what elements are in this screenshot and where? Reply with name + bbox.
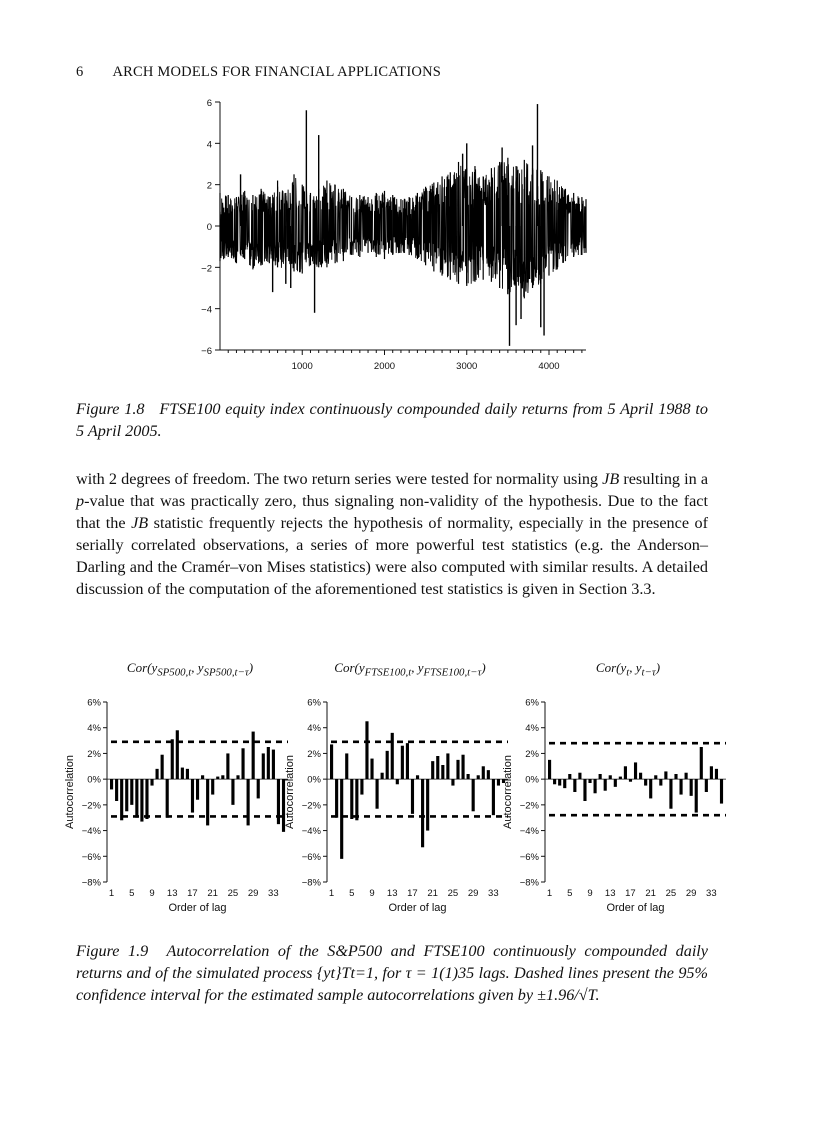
- y-tick-label: 4%: [307, 723, 321, 735]
- figure-1-9-caption-math: {yt}Tt=1: [316, 964, 374, 982]
- acf-bar: [247, 779, 250, 825]
- acf-bar: [695, 779, 698, 812]
- x-tick-label: 1: [108, 888, 115, 899]
- p-variable: p: [76, 492, 85, 510]
- acf-bar: [715, 769, 718, 779]
- acf-bar: [267, 747, 270, 779]
- acf-bar: [110, 779, 113, 789]
- acf-bar: [588, 779, 591, 783]
- acf-bar: [578, 773, 581, 779]
- jb-term: JB: [602, 470, 620, 488]
- y-tick-label: 0%: [87, 774, 101, 786]
- x-tick-label: 5: [349, 888, 355, 899]
- body-text-part: resulting in a: [623, 470, 709, 488]
- acf-bar: [619, 777, 622, 780]
- x-tick-label: 9: [587, 888, 593, 899]
- acf-bar: [674, 774, 677, 779]
- y-tick-label: −6%: [519, 851, 539, 863]
- acf-bar: [461, 755, 464, 779]
- acf-bar: [365, 721, 368, 779]
- acf-bar: [599, 774, 602, 779]
- y-tick-label: 4%: [87, 723, 101, 735]
- y-tick-label: 2%: [87, 748, 101, 760]
- y-tick-label: −4%: [81, 826, 101, 838]
- acf-bar: [211, 779, 214, 794]
- acf-bar: [679, 779, 682, 794]
- ftse100-returns-chart: [190, 92, 610, 382]
- acf-bar: [345, 753, 348, 779]
- acf-bar: [226, 753, 229, 779]
- acf-bar: [130, 779, 133, 805]
- acf-chart-simulated: [498, 660, 758, 925]
- acf-bar: [272, 750, 275, 780]
- body-paragraph: [76, 468, 708, 600]
- acf-bar: [690, 779, 693, 796]
- acf-bar: [492, 779, 495, 815]
- acf-bar: [135, 779, 138, 818]
- acf-bar: [685, 773, 688, 779]
- acf-bar: [350, 779, 353, 819]
- acf-panel-simulated: [498, 660, 758, 925]
- figure-1-9-caption-text-a: Autocorrelation of the S&P500 and FTSE100 continuously compounded daily returns and of the simulated process: [76, 942, 708, 982]
- acf-bar: [553, 779, 556, 784]
- y-tick-label: 6: [206, 98, 212, 109]
- acf-bar: [431, 761, 434, 779]
- x-tick-label: 17: [187, 888, 198, 899]
- acf-bar: [451, 779, 454, 785]
- figure-1-9-caption: [76, 940, 708, 1006]
- acf-bar: [206, 779, 209, 825]
- acf-bar: [330, 744, 333, 779]
- acf-bar: [624, 766, 627, 779]
- figure-1-9-caption-text-b: , for τ = 1(1)35 lags. Dashed lines present the 95% confidence interval for the estimated sample autocorrelations given by ±1.96/√T.: [76, 964, 709, 1004]
- y-tick-label: −6%: [81, 851, 101, 863]
- acf-bar: [629, 779, 632, 782]
- x-tick-label: 33: [706, 888, 717, 899]
- x-tick-label: 29: [247, 888, 259, 899]
- acf-bar: [609, 775, 612, 779]
- acf-bar: [644, 779, 647, 785]
- acf-bar: [166, 779, 169, 818]
- x-tick-label: 13: [166, 888, 178, 899]
- acf-bar: [191, 779, 194, 812]
- y-tick-label: −2%: [301, 800, 321, 812]
- y-axis-label: Autocorrelation: [64, 755, 76, 829]
- acf-bar: [241, 748, 244, 779]
- figure-1-8-caption-text: FTSE100 equity index continuously compounded daily returns from 5 April 1988 to 5 April 2005.: [76, 400, 708, 440]
- jb-term: JB: [131, 514, 149, 532]
- x-tick-label: 33: [488, 888, 499, 899]
- acf-bar: [421, 779, 424, 847]
- acf-bar: [120, 779, 123, 820]
- y-axis-label: Autocorrelation: [502, 755, 514, 829]
- x-tick-label: 4000: [538, 361, 560, 372]
- acf-bar: [201, 775, 204, 779]
- x-tick-label: 17: [625, 888, 636, 899]
- acf-bar: [396, 779, 399, 784]
- acf-bar: [186, 769, 189, 779]
- x-tick-label: 5: [129, 888, 135, 899]
- x-tick-label: 25: [447, 888, 459, 899]
- acf-title: $Cor(y_{SP500,t}$, $y_{SP500,t-\tau}$): [126, 660, 254, 679]
- acf-bar: [340, 779, 343, 859]
- y-tick-label: 4%: [525, 723, 539, 735]
- y-tick-label: −2%: [81, 800, 101, 812]
- acf-bar: [252, 732, 255, 780]
- running-head-title: ARCH MODELS FOR FINANCIAL APPLICATIONS: [112, 64, 442, 80]
- acf-bar: [639, 773, 642, 779]
- x-tick-label: 33: [268, 888, 279, 899]
- acf-title: $Cor(y_t$, $y_{t-\tau}$): [595, 660, 661, 679]
- acf-bar: [467, 774, 470, 779]
- acf-bar: [487, 770, 490, 779]
- x-tick-label: 9: [149, 888, 155, 899]
- acf-bar: [548, 760, 551, 779]
- y-tick-label: 6%: [307, 697, 321, 709]
- acf-bar: [236, 775, 239, 779]
- acf-bar: [664, 771, 667, 779]
- acf-bar: [472, 779, 475, 811]
- y-tick-label: −6: [201, 346, 212, 357]
- acf-bar: [446, 753, 449, 779]
- y-tick-label: 6%: [525, 697, 539, 709]
- acf-bar: [416, 775, 419, 779]
- y-tick-label: −8%: [301, 877, 321, 889]
- return-series-line: [220, 162, 586, 297]
- x-tick-label: 29: [467, 888, 479, 899]
- acf-bar: [145, 779, 148, 819]
- x-axis-label: Order of lag: [606, 902, 665, 914]
- acf-bar: [573, 779, 576, 792]
- y-tick-label: −8%: [519, 877, 539, 889]
- y-tick-label: −6%: [301, 851, 321, 863]
- acf-bar: [150, 779, 153, 785]
- x-tick-label: 25: [227, 888, 239, 899]
- figure-1-8-caption: [76, 398, 708, 442]
- acf-bar: [115, 779, 118, 801]
- x-tick-label: 5: [567, 888, 573, 899]
- acf-bar: [700, 747, 703, 779]
- x-tick-label: 1: [328, 888, 335, 899]
- acf-bar: [231, 779, 234, 805]
- y-tick-label: 6%: [87, 697, 101, 709]
- acf-bar: [140, 779, 143, 821]
- figure-1-8-label: Figure 1.8: [76, 400, 145, 418]
- x-tick-label: 13: [386, 888, 398, 899]
- acf-bar: [669, 779, 672, 809]
- acf-bar: [196, 779, 199, 800]
- x-tick-label: 21: [645, 888, 656, 899]
- y-tick-label: −4%: [519, 826, 539, 838]
- acf-bar: [720, 779, 723, 803]
- acf-bar: [563, 779, 566, 788]
- body-text-part: -value that was practically zero, thus signaling non-validity of the hypothesis. Due to the fact that the: [76, 492, 708, 532]
- acf-title: $Cor(y_{FTSE100,t}$, $y_{FTSE100,t-\tau}$): [334, 660, 486, 679]
- acf-bar: [482, 766, 485, 779]
- acf-bar: [125, 779, 128, 811]
- y-axis-label: Autocorrelation: [284, 755, 296, 829]
- acf-bar: [370, 759, 373, 780]
- y-tick-label: 0%: [525, 774, 539, 786]
- acf-bar: [381, 773, 384, 779]
- acf-bar: [257, 779, 260, 798]
- acf-bar: [583, 779, 586, 801]
- acf-bar: [477, 775, 480, 779]
- acf-bar: [176, 730, 179, 779]
- acf-bar: [221, 775, 224, 779]
- acf-bar: [360, 779, 363, 794]
- acf-bar: [376, 779, 379, 809]
- acf-bar: [335, 779, 338, 818]
- acf-bar: [386, 751, 389, 779]
- y-tick-label: −2: [201, 263, 212, 275]
- x-tick-label: 1000: [291, 361, 313, 372]
- running-head: [76, 64, 441, 81]
- x-tick-label: 13: [604, 888, 616, 899]
- acf-bar: [558, 779, 561, 785]
- acf-bar: [262, 753, 265, 779]
- x-tick-label: 9: [369, 888, 375, 899]
- acf-bar: [614, 779, 617, 787]
- acf-bar: [161, 755, 164, 779]
- acf-bar: [401, 746, 404, 779]
- acf-bar: [604, 779, 607, 791]
- acf-bar: [355, 779, 358, 820]
- x-tick-label: 21: [207, 888, 218, 899]
- acf-bar: [594, 779, 597, 793]
- y-tick-label: 2: [206, 180, 212, 192]
- y-tick-label: 2%: [307, 748, 321, 760]
- y-tick-label: −2%: [519, 800, 539, 812]
- y-tick-label: −4%: [301, 826, 321, 838]
- acf-bar: [456, 760, 459, 779]
- x-axis-label: Order of lag: [168, 902, 227, 914]
- x-tick-label: 21: [427, 888, 438, 899]
- figure-1-9-label: Figure 1.9: [76, 942, 149, 960]
- x-tick-label: 2000: [373, 361, 396, 372]
- y-tick-label: 2%: [525, 748, 539, 760]
- acf-bar: [649, 779, 652, 798]
- acf-bar: [659, 779, 662, 785]
- acf-bar: [171, 739, 174, 779]
- acf-bar: [654, 775, 657, 779]
- acf-bar: [705, 779, 708, 792]
- x-tick-label: 17: [407, 888, 418, 899]
- y-tick-label: 4: [206, 139, 212, 151]
- x-tick-label: 25: [665, 888, 677, 899]
- acf-bar: [391, 733, 394, 779]
- acf-bar: [156, 769, 159, 779]
- acf-bar: [568, 774, 571, 779]
- x-tick-label: 29: [685, 888, 697, 899]
- acf-bar: [216, 777, 219, 780]
- y-tick-label: 0: [206, 222, 212, 233]
- body-text-part: statistic frequently rejects the hypothesis of normality, especially in the presence of serially correlated observations, a series of more powerful test statistics (e.g. the Anderson–Darling and the Cramér–von Mises statistics) were also computed with similar results. A detailed discussion of the computation of the aforementioned test statistics is given in Section 3.3.: [76, 514, 708, 598]
- acf-bar: [441, 765, 444, 779]
- acf-bar: [634, 762, 637, 779]
- x-tick-label: 3000: [456, 361, 478, 372]
- y-tick-label: −4: [201, 304, 212, 316]
- acf-bar: [436, 756, 439, 779]
- x-tick-label: 1: [546, 888, 553, 899]
- y-tick-label: −8%: [81, 877, 101, 889]
- x-axis-label: Order of lag: [388, 902, 447, 914]
- acf-bar: [181, 768, 184, 780]
- body-text-part: with 2 degrees of freedom. The two return series were tested for normality using: [76, 470, 599, 488]
- acf-bar: [710, 766, 713, 779]
- acf-bar: [406, 743, 409, 779]
- y-tick-label: 0%: [307, 774, 321, 786]
- page-number: 6: [76, 64, 84, 80]
- acf-bar: [426, 779, 429, 830]
- acf-bar: [411, 779, 414, 814]
